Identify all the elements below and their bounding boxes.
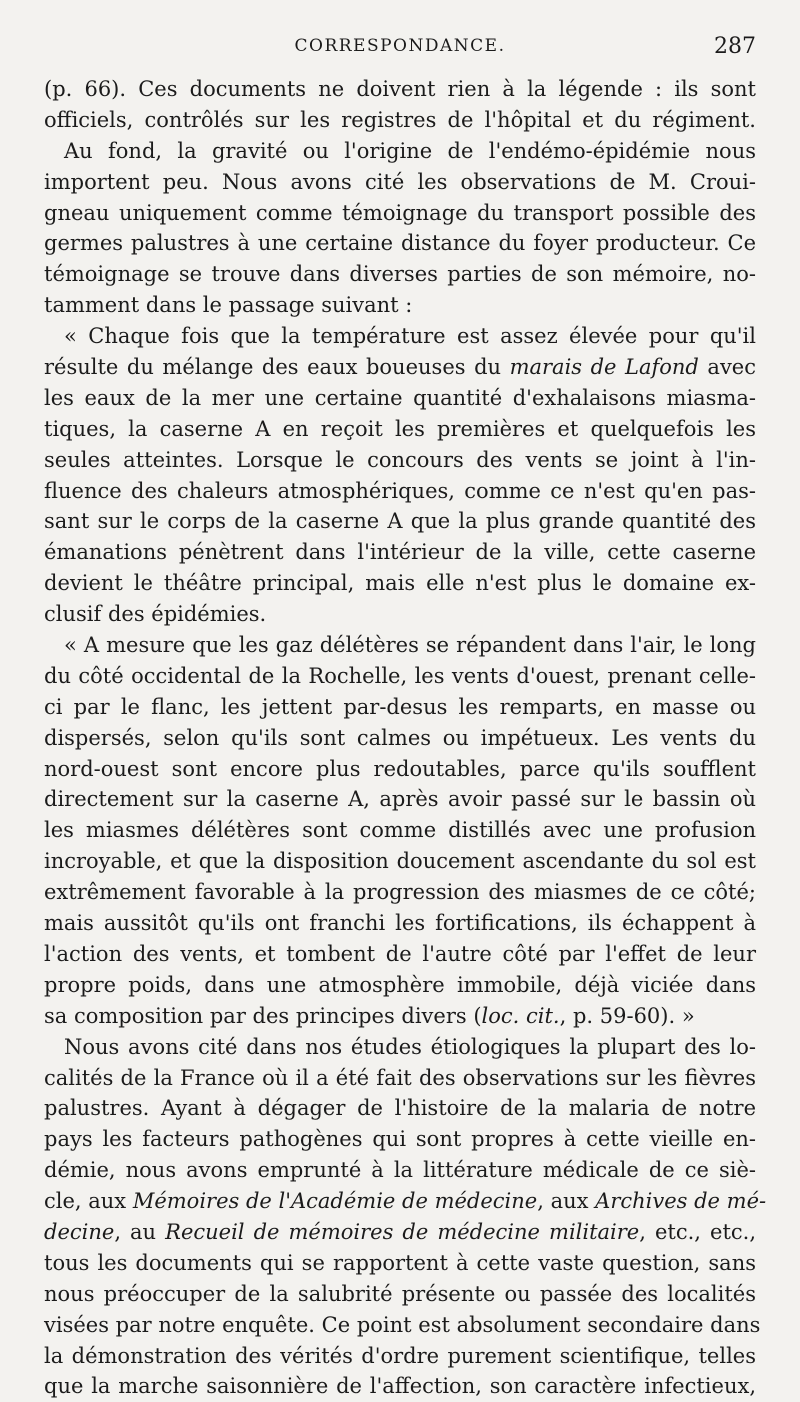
text-line: visées par notre enquête. Ce point est absolument secondaire dans: [44, 1312, 761, 1337]
text-line: tous les documents qui se rapportent à cette vaste question, sans: [44, 1250, 756, 1275]
text-line: propre poids, dans une atmosphère immobile, déjà viciée dans: [44, 972, 756, 997]
text-line: palustres. Ayant à dégager de l'histoire de la malaria de notre: [44, 1096, 756, 1121]
text-line: résulte du mélange des eaux boueuses du marais de Lafond avec: [44, 355, 756, 380]
text-line: calités de la France où il a été fait des observations sur les fièvres: [44, 1065, 756, 1090]
text-line: les eaux de la mer une certaine quantité d'exhalaisons miasma-: [44, 385, 756, 410]
text-line: cle, aux Mémoires de l'Académie de médecine, aux Archives de mé-: [44, 1189, 767, 1214]
text-line: tamment dans le passage suivant :: [44, 293, 413, 318]
text-line: Au fond, la gravité ou l'origine de l'endémo-épidémie nous: [64, 138, 756, 163]
text-line: ci par le flanc, les jettent par-desus les remparts, en masse ou: [44, 694, 756, 719]
body-text: [44, 74, 767, 1402]
italic-place-name: marais de Lafond: [509, 355, 699, 380]
text-line: clusif des épidémies.: [44, 602, 267, 627]
text-line: témoignage se trouve dans diverses parties de son mémoire, no-: [44, 262, 756, 287]
text-line: extrêmement favorable à la progression des miasmes de ce côté;: [44, 880, 756, 905]
text-line: nous préoccuper de la salubrité présente ou passée des localités: [44, 1281, 756, 1306]
text-line: mais aussitôt qu'ils ont franchi les fortifications, ils échappent à: [44, 911, 756, 936]
text-line: devient le théâtre principal, mais elle n'est plus le domaine ex-: [44, 571, 756, 596]
text-line: gneau uniquement comme témoignage du transport possible des: [44, 200, 756, 225]
running-header: [44, 36, 756, 66]
text-line: que la marche saisonnière de l'affection, son caractère infectieux,: [44, 1374, 756, 1399]
italic-publication-title: Archives de mé-: [595, 1189, 767, 1214]
text-line: tiques, la caserne A en reçoit les premières et quelquefois les: [44, 416, 756, 441]
text-line: la démonstration des vérités d'ordre purement scientifique, telles: [44, 1343, 756, 1368]
text-line: sa composition par des principes divers (loc. cit., p. 59-60). »: [44, 1003, 695, 1028]
text-line: Nous avons cité dans nos études étiologiques la plupart des lo-: [64, 1034, 756, 1059]
text-line: du côté occidental de la Rochelle, les vents d'ouest, prenant celle-: [44, 663, 756, 688]
text-line: dispersés, selon qu'ils sont calmes ou impétueux. Les vents du: [44, 725, 756, 750]
italic-publication-title: Mémoires de l'Académie de médecine: [132, 1189, 538, 1214]
text-line: pays les facteurs pathogènes qui sont propres à cette vieille en-: [44, 1127, 756, 1152]
text-line: « Chaque fois que la température est assez élevée pour qu'il: [64, 324, 756, 349]
text-line: fluence des chaleurs atmosphériques, comme ce n'est qu'en pas-: [44, 478, 756, 503]
text-line: l'action des vents, et tombent de l'autre côté par l'effet de leur: [44, 941, 756, 966]
italic-citation: loc. cit.: [481, 1003, 560, 1028]
text-line: sant sur le corps de la caserne A que la plus grande quantité des: [44, 509, 756, 534]
text-line: germes palustres à une certaine distance du foyer producteur. Ce: [44, 231, 756, 256]
text-line: les miasmes délétères sont comme distillés avec une profusion: [44, 818, 756, 843]
text-line: importent peu. Nous avons cité les observations de M. Croui-: [44, 169, 756, 194]
text-line: nord-ouest sont encore plus redoutables, parce qu'ils soufflent: [44, 756, 756, 781]
text-line: émanations pénètrent dans l'intérieur de la ville, cette caserne: [44, 540, 756, 565]
text-line: decine, au Recueil de mémoires de médecine militaire, etc., etc.,: [44, 1219, 756, 1244]
running-title: CORRESPONDANCE.: [294, 36, 506, 56]
text-line: officiels, contrôlés sur les registres de l'hôpital et du régiment.: [44, 107, 756, 132]
text-line: directement sur la caserne A, après avoir passé sur le bassin où: [44, 787, 756, 812]
text-line: incroyable, et que la disposition doucement ascendante du sol est: [44, 849, 756, 874]
italic-publication-title: decine: [44, 1219, 115, 1244]
italic-publication-title: Recueil de mémoires de médecine militaire: [165, 1219, 640, 1244]
text-line: (p. 66). Ces documents ne doivent rien à la légende : ils sont: [44, 77, 756, 101]
text-line: démie, nous avons emprunté à la littérature médicale de ce siè-: [44, 1158, 756, 1183]
text-line: seules atteintes. Lorsque le concours des vents se joint à l'in-: [44, 447, 756, 472]
text-line: « A mesure que les gaz délétères se répandent dans l'air, le long: [64, 633, 756, 658]
page-number: 287: [714, 34, 756, 59]
